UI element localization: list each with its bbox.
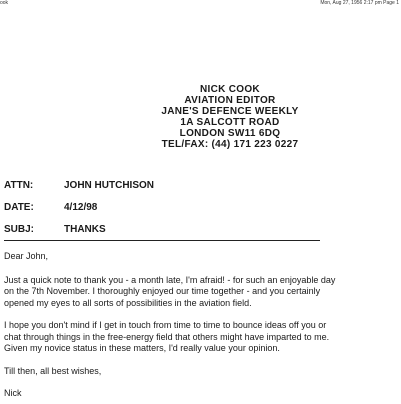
date-value: 4/12/98 <box>64 201 98 213</box>
para1-line1: Just a quick note to thank you - a month late, I'm afraid! - for such an enjoyable day <box>4 274 336 285</box>
attn-row <box>4 174 154 196</box>
para1-line3: opened my eyes to all sorts of possibilities in the aviation field. <box>4 297 252 308</box>
para2-line3: Given my novice status in these matters, I'd really value your opinion. <box>4 343 280 353</box>
letter-signature: Nick <box>4 388 22 398</box>
subj-value: THANKS <box>64 223 106 235</box>
letter-greeting: Dear John, <box>4 251 49 261</box>
letterhead-publication: JANE'S DEFENCE WEEKLY <box>161 106 299 117</box>
attn-label: ATTN: <box>4 179 34 191</box>
letterhead-title: AVIATION EDITOR <box>184 95 276 106</box>
memo-meta <box>4 174 154 240</box>
letterhead-address-line2: LONDON SW11 6DQ <box>179 128 281 139</box>
divider-rule <box>4 240 320 241</box>
para2-line2: chat through things in the free-energy field that others might have imparted to me. <box>4 331 330 342</box>
letter-body <box>4 251 399 400</box>
attn-value: JOHN HUTCHISON <box>64 179 155 191</box>
fax-header-timestamp: Mon, Aug 27, 1956 2:17 pm Page 1 <box>320 0 399 6</box>
date-label: DATE: <box>4 201 34 213</box>
date-row <box>4 196 154 218</box>
para1-line2: on the 7th November. I thoroughly enjoyed our time together - and you certainly <box>4 286 321 296</box>
fax-header-sender: ook <box>0 0 9 6</box>
letterhead-telfax: TEL/FAX: (44) 171 223 0227 <box>161 139 299 150</box>
subj-label: SUBJ: <box>4 223 35 235</box>
letterhead <box>150 84 310 150</box>
letter-closing: Till then, all best wishes, <box>4 365 102 376</box>
subj-row <box>4 218 154 240</box>
letterhead-name: NICK COOK <box>200 84 260 95</box>
letterhead-address-line1: 1A SALCOTT ROAD <box>180 117 280 128</box>
para2-line1: I hope you don't mind if I get in touch from time to time to bounce ideas off you or <box>4 320 327 330</box>
